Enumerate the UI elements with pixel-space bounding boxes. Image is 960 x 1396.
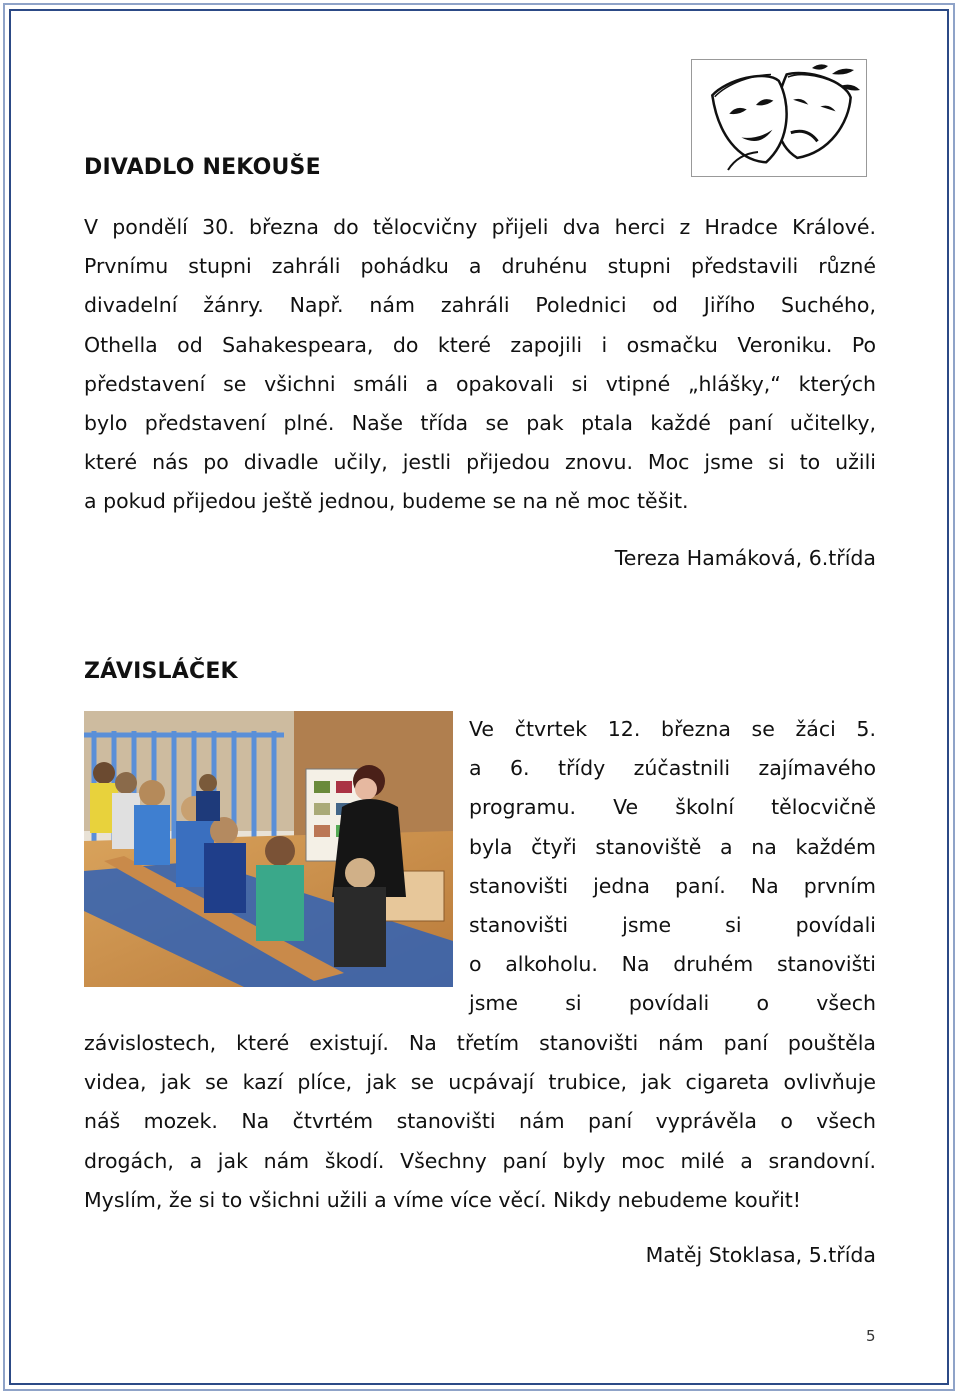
text-line: byla čtyři stanoviště a na každém xyxy=(469,834,876,859)
article-body-zavislacek xyxy=(84,1024,876,1220)
text-line: jsme si povídali o všech xyxy=(469,991,876,1016)
article-author-zavislacek: Matěj Stoklasa, 5.třída xyxy=(645,1243,876,1267)
article-author-divadlo: Tereza Hamáková, 6.třída xyxy=(614,546,876,570)
text-line: videa, jak se kazí plíce, jak se ucpávají trubice, jak cigareta ovlivňuje xyxy=(84,1070,876,1095)
text-line: představení se všichni smáli a opakovali si vtipné „hlášky,“ kterých xyxy=(84,371,876,396)
text-line: divadelní žánry. Např. nám zahráli Polednici od Jiřího Suchého, xyxy=(84,293,876,318)
article-body-divadlo xyxy=(84,208,876,522)
text-line: Othella od Sahakespeara, do které zapojili i osmačku Veroniku. Po xyxy=(84,332,876,357)
article-title-zavislacek: ZÁVISLÁČEK xyxy=(84,659,238,684)
text-line: Prvnímu stupni zahráli pohádku a druhénu stupni představili různé xyxy=(84,254,876,279)
text-line: náš mozek. Na čtvrtém stanovišti nám paní vyprávěla o všech xyxy=(84,1109,876,1134)
theatre-masks-image xyxy=(691,59,867,177)
text-line: o alkoholu. Na druhém stanovišti xyxy=(469,952,876,977)
text-line: drogách, a jak nám škodí. Všechny paní byly moc milé a srandovní. xyxy=(84,1148,876,1173)
text-line: stanovišti jsme si povídali xyxy=(469,912,876,937)
gym-workshop-photo xyxy=(84,711,453,987)
text-line: bylo představení plné. Naše třída se pak ptala každé paní učitelky, xyxy=(84,410,876,435)
text-line: programu. Ve školní tělocvičně xyxy=(469,795,876,820)
article-body-zavislacek-side xyxy=(469,710,876,1024)
text-line: které nás po divadle učily, jestli přijedou znovu. Moc jsme si to užili xyxy=(84,450,876,475)
text-line: a pokud přijedou ještě jednou, budeme se na ně moc těšit. xyxy=(84,489,689,514)
text-line: stanovišti jedna paní. Na prvním xyxy=(469,873,876,898)
text-line: závislostech, které existují. Na třetím stanovišti nám paní pouštěla xyxy=(84,1031,876,1055)
text-line: Ve čtvrtek 12. března se žáci 5. xyxy=(469,717,876,741)
text-line: a 6. třídy zúčastnili zajímavého xyxy=(469,756,876,781)
article-title-divadlo: DIVADLO NEKOUŠE xyxy=(84,155,321,180)
page-number: 5 xyxy=(866,1327,876,1345)
text-line: V pondělí 30. března do tělocvičny přijeli dva herci z Hradce Králové. xyxy=(84,215,876,239)
text-line: Myslím, že si to všichni užili a víme více věcí. Nikdy nebudeme kouřit! xyxy=(84,1187,802,1212)
